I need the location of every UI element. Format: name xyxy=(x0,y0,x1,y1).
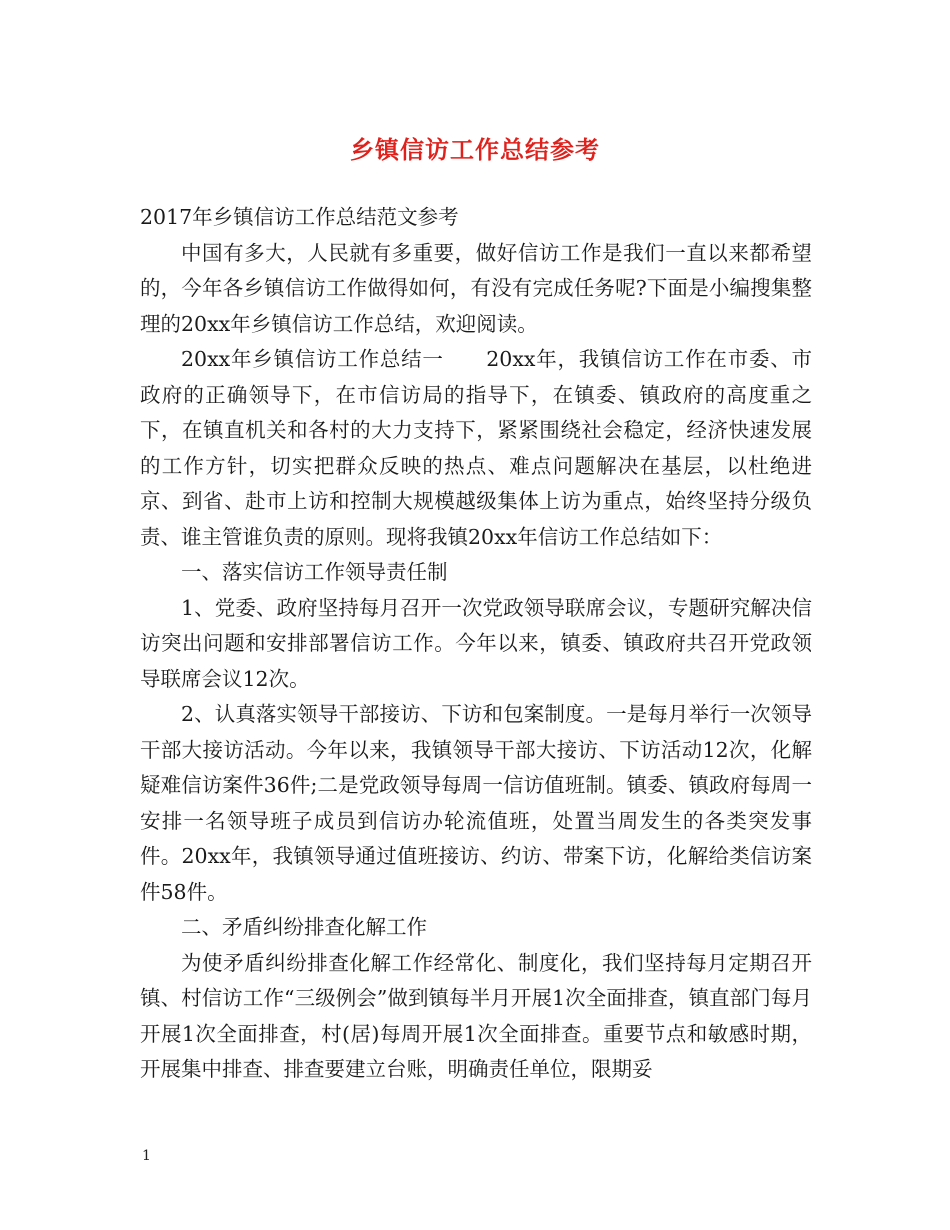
paragraph: 中国有多大，人民就有多重要，做好信访工作是我们一直以来都希望的，今年各乡镇信访工作做得如何，有没有完成任务呢?下面是小编搜集整理的20xx年乡镇信访工作总结，欢迎阅读。 xyxy=(140,240,812,336)
paragraph: 2017年乡镇信访工作总结范文参考 xyxy=(140,205,459,229)
paragraph: 20xx年乡镇信访工作总结一 20xx年，我镇信访工作在市委、市政府的正确领导下，在市信访局的指导下，在镇委、镇政府的高度重之下，在镇直机关和各村的大力支持下，紧紧围绕社会稳定，经济快速发展的工作方针，切实把群众反映的热点、难点问题解决在基层，以杜绝进京、到省、赴市上访和控制大规模越级集体上访为重点，始终坚持分级负责、谁主管谁负责的原则。现将我镇20xx年信访工作总结如下： xyxy=(140,347,812,549)
paragraph: 2、认真落实领导干部接访、下访和包案制度。一是每月举行一次领导干部大接访活动。今年以来，我镇领导干部大接访、下访活动12次，化解疑难信访案件36件;二是党政领导每周一信访值班制。镇委、镇政府每周一安排一名领导班子成员到信访办轮流值班，处置当周发生的各类突发事件。20xx年，我镇领导通过值班接访、约访、带案下访，化解给类信访案件58件。 xyxy=(140,702,812,904)
page-number: 1 xyxy=(142,1148,151,1164)
paragraph: 1、党委、政府坚持每月召开一次党政领导联席会议，专题研究解决信访突出问题和安排部署信访工作。今年以来，镇委、镇政府共召开党政领导联席会议12次。 xyxy=(140,595,812,691)
section-heading: 二、矛盾纠纷排查化解工作 xyxy=(181,915,427,939)
document-body xyxy=(140,200,812,1088)
document-title: 乡镇信访工作总结参考 xyxy=(350,136,600,164)
section-heading: 一、落实信访工作领导责任制 xyxy=(181,560,448,584)
paragraph: 为使矛盾纠纷排查化解工作经常化、制度化，我们坚持每月定期召开镇、村信访工作“三级例会”做到镇每半月开展1次全面排查，镇直部门每月开展1次全面排查，村(居)每周开展1次全面排查。重要节点和敏感时期，开展集中排查、排查要建立台账，明确责任单位，限期妥 xyxy=(140,950,812,1081)
